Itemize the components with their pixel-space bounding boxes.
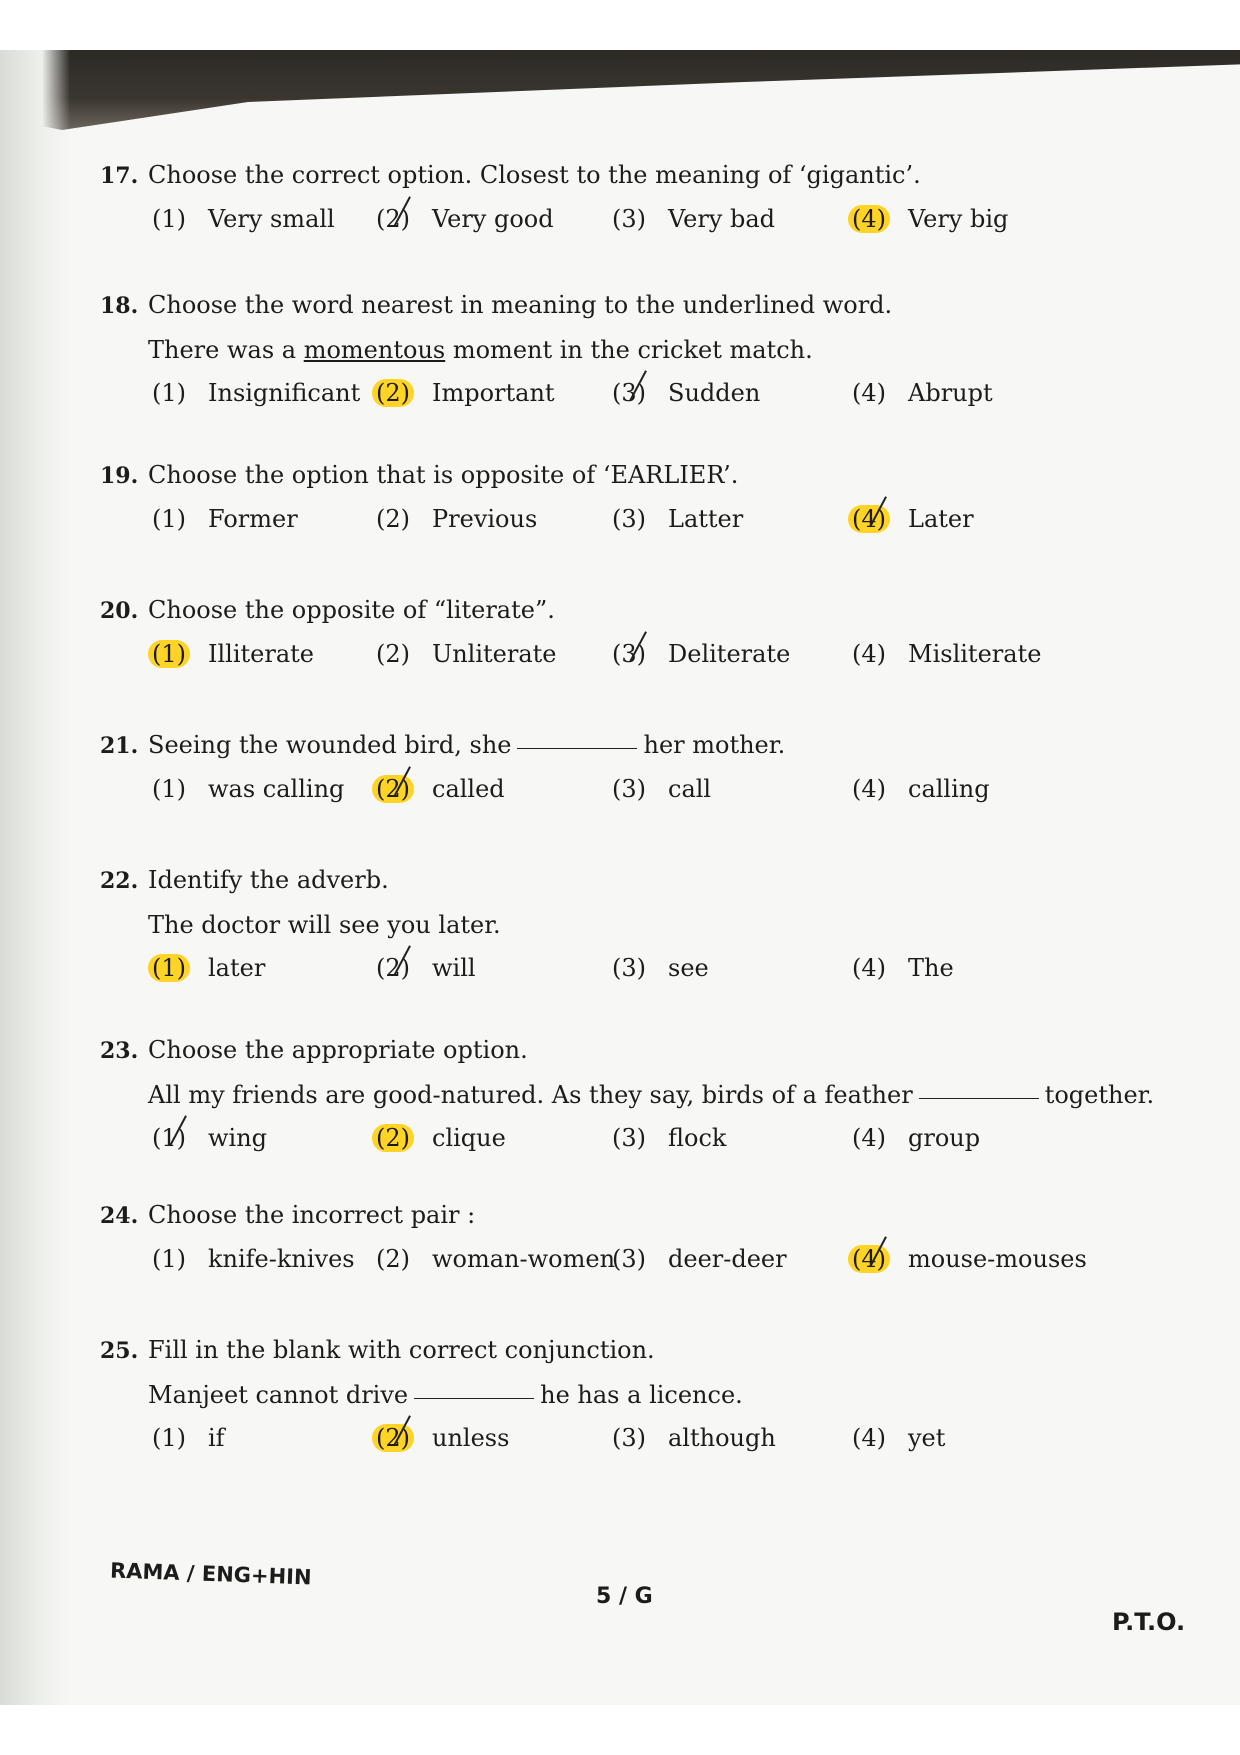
option-text: Misliterate [908,640,1042,668]
question-text: Identify the adverb. [148,866,389,894]
option-number: (2) [376,505,410,533]
option-text: Unliterate [432,640,557,668]
option-4[interactable] [848,379,993,407]
option-1[interactable] [148,1424,225,1452]
option-1[interactable] [148,1124,267,1152]
option-1[interactable] [148,205,335,233]
option-1[interactable] [148,954,265,982]
option-number: (1) [152,505,186,533]
option-1[interactable] [148,505,298,533]
sentence-end: her mother. [643,731,786,759]
question-text: Choose the incorrect pair : [148,1201,476,1229]
option-number: (4) [852,954,886,982]
option-text: yet [908,1424,946,1452]
question-number: 17. [100,163,139,189]
option-text: Very small [208,205,335,233]
tick-mark-icon [855,489,887,527]
question-19 [100,460,1160,541]
option-number-highlighted: (4) [848,1245,890,1273]
sentence-end: moment in the cricket match. [445,336,813,364]
option-number: (1) [152,1245,186,1273]
tick-mark-icon [615,363,647,401]
option-text: Very big [908,205,1009,233]
question-text: Choose the word nearest in meaning to the underlined word. [148,291,893,319]
option-4[interactable] [848,505,974,533]
option-number: (3) [612,1424,646,1452]
option-3[interactable] [608,1124,726,1152]
option-1[interactable] [148,640,314,668]
sentence-start: Manjeet cannot drive [148,1381,409,1409]
option-text: group [908,1124,981,1152]
question-20 [100,595,1160,676]
options [100,775,1160,811]
question-number: 18. [100,293,139,319]
option-text: Illiterate [208,640,314,668]
question-sentence [148,1080,1160,1110]
option-number: (3) [612,954,646,982]
question-18 [100,290,1160,415]
question-text: Choose the appropriate option. [148,1036,528,1064]
option-number: (1) [152,775,186,803]
option-text: see [668,954,709,982]
option-text: The [908,954,954,982]
option-number: (4) [852,640,886,668]
option-text: Important [432,379,555,407]
question-17 [100,160,1160,241]
question-sentence [148,335,1160,365]
option-number-highlighted: (1) [148,954,190,982]
option-text: wing [208,1124,268,1152]
options [100,640,1160,676]
option-number: (3) [612,205,646,233]
option-number: (2) [376,1245,410,1273]
option-number-highlighted: (2) [372,1424,414,1452]
option-2[interactable] [372,775,505,803]
option-1[interactable] [148,775,344,803]
underlined-word: momentous [303,336,446,364]
question-21 [100,730,1160,811]
option-text: Very good [432,205,554,233]
option-2[interactable] [372,640,557,668]
question-24 [100,1200,1160,1281]
option-text: mouse-mouses [908,1245,1087,1273]
question-22 [100,865,1160,990]
option-number-highlighted: (2) [372,775,414,803]
question-number: 24. [100,1203,139,1229]
option-text: if [208,1424,225,1452]
question-text: Fill in the blank with correct conjunction. [148,1336,655,1364]
option-text: Abrupt [908,379,993,407]
question-number: 25. [100,1338,139,1364]
fill-blank [414,1398,534,1399]
sentence-start: Seeing the wounded bird, she [148,731,512,759]
question-number: 23. [100,1038,139,1064]
option-4[interactable] [848,1424,945,1452]
option-2[interactable] [372,205,554,233]
option-text: was calling [208,775,345,803]
option-number: (4) [852,1124,886,1152]
page-shadow-edge [0,50,1240,130]
option-text: woman-women [432,1245,616,1273]
option-number-highlighted: (1) [148,640,190,668]
option-number: (3) [608,379,650,407]
option-number: (1) [148,1124,190,1152]
please-turn-over: P.T.O. [1112,1608,1186,1636]
option-3[interactable] [608,505,743,533]
tick-mark-icon [855,1229,887,1267]
option-text: Insignificant [208,379,361,407]
option-text: Later [908,505,974,533]
option-text: calling [908,775,990,803]
option-text: clique [432,1124,506,1152]
option-number: (3) [612,1124,646,1152]
option-number: (4) [852,379,886,407]
tick-mark-icon [379,1408,411,1446]
option-number-highlighted: (2) [372,379,414,407]
option-4[interactable] [848,640,1041,668]
option-4[interactable] [848,1124,980,1152]
option-number-highlighted: (4) [848,205,890,233]
options [100,1124,1160,1160]
option-number: (2) [376,640,410,668]
sentence-end: together. [1044,1081,1155,1109]
tick-mark-icon [379,189,411,227]
tick-mark-icon [379,759,411,797]
fill-blank [517,748,637,749]
option-number: (3) [612,1245,646,1273]
option-text: Former [208,505,298,533]
question-25 [100,1335,1160,1460]
option-text: unless [432,1424,510,1452]
option-4[interactable] [848,775,990,803]
option-2[interactable] [372,1424,509,1452]
photo-background-top [0,0,1240,50]
option-number: (3) [608,640,650,668]
option-number: (1) [152,205,186,233]
option-number: (4) [852,775,886,803]
tick-mark-icon [155,1108,187,1146]
option-text: later [208,954,266,982]
option-text: Previous [432,505,538,533]
options [100,1245,1160,1281]
option-number: (2) [372,205,414,233]
options [100,205,1160,241]
options [100,379,1160,415]
option-3[interactable] [608,1245,787,1273]
fill-blank [919,1098,1039,1099]
option-3[interactable] [608,954,709,982]
option-2[interactable] [372,954,476,982]
option-text: deer-deer [668,1245,787,1273]
option-1[interactable] [148,379,360,407]
option-text: although [668,1424,776,1452]
exam-page [0,50,1240,1705]
question-sentence: The doctor will see you later. [148,911,501,939]
option-4[interactable] [848,954,954,982]
option-text: Deliterate [668,640,791,668]
option-text: Sudden [668,379,761,407]
option-number: (2) [372,954,414,982]
options [100,954,1160,990]
option-2[interactable] [372,379,555,407]
option-text: Very bad [668,205,776,233]
question-number: 20. [100,598,139,624]
tick-mark-icon [379,938,411,976]
option-number: (3) [612,775,646,803]
question-number: 22. [100,868,139,894]
option-text: will [432,954,476,982]
option-number: (1) [152,379,186,407]
option-number: (3) [612,505,646,533]
question-number: 21. [100,733,139,759]
option-4[interactable] [848,1245,1087,1273]
sentence-end: he has a licence. [540,1381,743,1409]
page-number: 5 / G [596,1584,653,1609]
question-number: 19. [100,463,139,489]
question-sentence [148,1380,1160,1410]
option-2[interactable] [372,1245,615,1273]
option-3[interactable] [608,775,711,803]
question-text: Choose the option that is opposite of ‘EARLIER’. [148,461,739,489]
option-1[interactable] [148,1245,355,1273]
option-3[interactable] [608,205,775,233]
sentence-start: All my friends are good-natured. As they say, birds of a feather [148,1081,913,1109]
sentence-start: There was a [148,336,304,364]
option-number: (4) [852,1424,886,1452]
tick-mark-icon [615,624,647,662]
option-text: call [668,775,712,803]
option-text: Latter [668,505,744,533]
option-number-highlighted: (2) [372,1124,414,1152]
option-text: called [432,775,505,803]
question-text: Choose the correct option. Closest to the meaning of ‘gigantic’. [148,161,921,189]
option-2[interactable] [372,1124,506,1152]
question-text: Choose the opposite of “literate”. [148,596,555,624]
question-23 [100,1035,1160,1160]
paper-code: RAMA / ENG+HIN [109,1558,312,1590]
page-left-shade [0,50,70,1705]
option-number-highlighted: (4) [848,505,890,533]
option-4[interactable] [848,205,1008,233]
option-3[interactable] [608,1424,776,1452]
options [100,1424,1160,1460]
options [100,505,1160,541]
option-3[interactable] [608,379,760,407]
option-text: knife-knives [208,1245,355,1273]
option-number: (1) [152,1424,186,1452]
option-3[interactable] [608,640,790,668]
option-text: flock [668,1124,727,1152]
option-2[interactable] [372,505,537,533]
question-text [148,730,785,760]
